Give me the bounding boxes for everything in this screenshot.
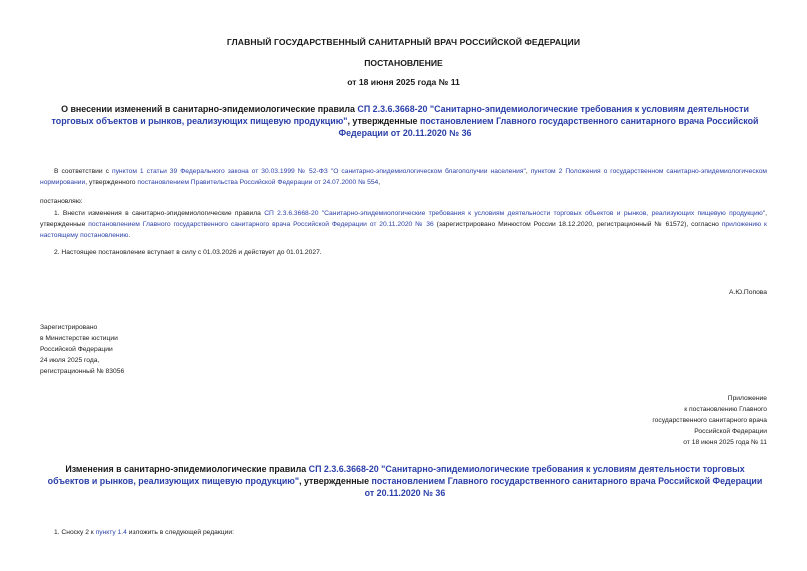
resolves-word: постановляю:	[40, 198, 83, 205]
document-type: ПОСТАНОВЛЕНИЕ	[364, 58, 443, 68]
item-text: .	[128, 232, 131, 239]
title-text: Изменения в санитарно-эпидемиологические правила	[65, 464, 309, 474]
item-text: , утвержденные	[40, 210, 767, 228]
registration-line: 24 июля 2025 года,	[40, 357, 100, 364]
preamble-text: ,	[378, 179, 381, 186]
clause-1-4-link[interactable]: пункту 1.4	[95, 529, 127, 536]
registration-line: Российской Федерации	[40, 346, 113, 353]
appendix-line: Приложение	[727, 395, 767, 402]
item-text: 1. Внести изменения в санитарно-эпидемиологические правила	[54, 210, 265, 217]
preamble-paragraph	[40, 166, 767, 188]
registration-block	[40, 322, 124, 377]
sp-rules-link[interactable]: СП 2.3.6.3668-20 "Санитарно-эпидемиологические требования к условиям деятельности торговых объектов и рынков, реализующих пищевую продукцию"	[51, 104, 749, 126]
appendix-line: Российской Федерации	[694, 428, 767, 435]
change-text: 1. Сноску 2 к	[54, 529, 96, 536]
registration-line: регистрационный № 83056	[40, 368, 125, 375]
appendix-line: от 18 июня 2025 года № 11	[683, 439, 767, 446]
preamble-text: В соответствии с	[54, 168, 112, 175]
registration-line: в Министерстве юстиции	[40, 335, 118, 342]
item-text: (зарегистрировано Минюстом России 18.12.2020, регистрационный № 61572), согласно	[433, 221, 722, 228]
signature: А.Ю.Попова	[729, 289, 767, 296]
regulation-link[interactable]: пунктом 2 Положения о государственном санитарно-эпидемиологическом нормировании	[40, 168, 768, 186]
change-1-paragraph	[40, 527, 767, 538]
title-text: , утвержденные	[299, 476, 372, 486]
document-date-number: от 18 июня 2025 года № 11	[347, 77, 460, 87]
registration-line: Зарегистрировано	[40, 324, 98, 331]
appendix-link[interactable]: приложению к настоящему постановлению	[40, 221, 767, 239]
federal-law-link[interactable]: пунктом 1 статьи 39 Федерального закона от 30.03.1999 № 52-ФЗ "О санитарно-эпидемиологическом благополучии населения"	[111, 168, 526, 175]
item-2-paragraph: 2. Настоящее постановление вступает в силу с 01.03.2026 и действует до 01.01.2027.	[54, 249, 322, 256]
resolution-36-link[interactable]: постановлением Главного государственного санитарного врача Российской Федерации от 20.11.2020 № 36	[338, 116, 759, 138]
change-text: изложить в следующей редакции:	[126, 529, 234, 536]
title-text: О внесении изменений в санитарно-эпидемиологические правила	[61, 104, 358, 114]
appendix-line: государственного санитарного врача	[652, 417, 767, 424]
issuing-authority: ГЛАВНЫЙ ГОСУДАРСТВЕННЫЙ САНИТАРНЫЙ ВРАЧ РОССИЙСКОЙ ФЕДЕРАЦИИ	[226, 37, 581, 47]
government-resolution-link[interactable]: постановлением Правительства Российской Федерации от 24.07.2000 № 554	[137, 179, 379, 186]
title-text: , утвержденные	[347, 116, 420, 126]
preamble-text: , утвержденного	[85, 179, 138, 186]
item-1-paragraph	[40, 208, 767, 241]
appendix-line: к постановлению Главного	[684, 406, 767, 413]
resolution-title	[44, 103, 766, 139]
sp-rules-link[interactable]: СП 2.3.6.3668-20 "Санитарно-эпидемиологические требования к условиям деятельности торговых объектов и рынков, реализующих пищевую продукцию"	[264, 210, 766, 217]
resolution-36-link[interactable]: постановлением Главного государственного санитарного врача Российской Федерации от 20.11.2020 № 36	[364, 476, 763, 498]
appendix-note	[652, 393, 767, 448]
preamble-text: ,	[525, 168, 531, 175]
changes-title	[44, 463, 766, 499]
resolution-36-link[interactable]: постановлением Главного государственного санитарного врача Российской Федерации от 20.11.2020 № 36	[88, 221, 434, 228]
sp-rules-link[interactable]: СП 2.3.6.3668-20 "Санитарно-эпидемиологические требования к условиям деятельности торговых объектов и рынков, реализующих пищевую продукцию"	[47, 464, 745, 486]
